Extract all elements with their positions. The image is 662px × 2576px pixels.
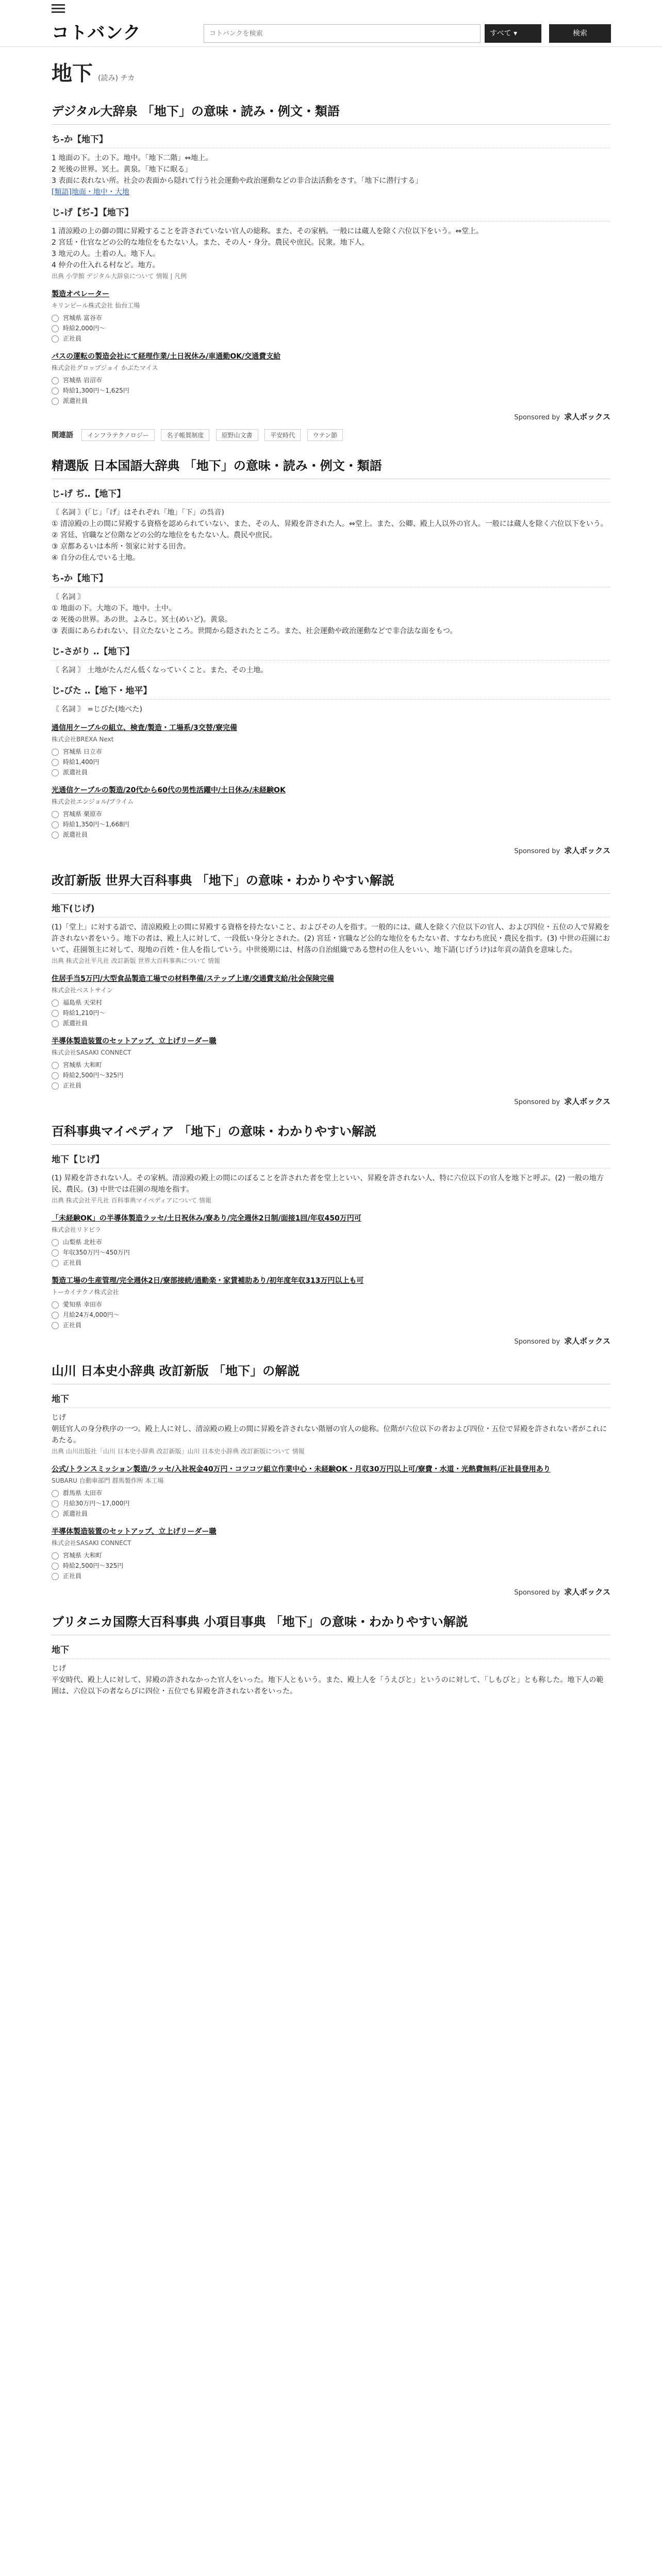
type-icon (52, 1020, 59, 1027)
mypedia-section (52, 1121, 610, 1206)
sponsor-line (52, 1096, 610, 1107)
entry-heading: じ-さがり ‥【地下】 (52, 644, 610, 660)
type-icon (52, 1322, 59, 1329)
job-title[interactable]: 製造オペレーター (52, 290, 109, 298)
job-type: 派遣社員 (63, 831, 88, 838)
pay-icon (52, 1500, 59, 1507)
definition-text: (1) 昇殿を許されない人。その家柄。清涼殿の殿上の間にのぼることを許された者を堂上といい、昇殿を許されない人、特に六位以下の官人を地下と呼ぶ。(2) 一般の地方民、農民。(3) 中世では荘園の現地を指す。 (52, 1174, 604, 1194)
job-location: 宮城県 富谷市 (63, 314, 102, 321)
sponsor-label: Sponsored by (514, 1589, 560, 1597)
definition-line: 3 地元の人。土着の人。地下人。 (52, 250, 160, 258)
job-type: 正社員 (63, 1082, 82, 1089)
job-type: 正社員 (63, 335, 82, 342)
job-ad[interactable] (52, 1464, 610, 1519)
definition-line: 1 清涼殿の上の御の間に昇殿することを許されていない官人の総称。また、その家柄。一般には蔵人を除く六位以下をいう。⇔堂上。 (52, 227, 484, 235)
job-company: 株式会社ベストサイン (52, 987, 113, 994)
location-icon (52, 1490, 59, 1497)
sponsor-label: Sponsored by (514, 848, 560, 855)
location-icon (52, 315, 59, 322)
definition-line: 2 宮廷・仕官などの公的な地位をもたない人。また、その人・身分。農民や庶民。民衆。地下人。 (52, 239, 369, 247)
source-note: 出典 小学館 デジタル大辞泉について 情報 | 凡例 (52, 273, 187, 280)
job-location: 宮城県 岩沼市 (63, 377, 102, 384)
job-location: 福島県 天栄村 (63, 999, 102, 1006)
definition-line: 〘 名詞 〙(「じ」「げ」はそれぞれ「地」「下」の呉音) (52, 509, 224, 517)
section-heading: 山川 日本史小辞典 改訂新版 「地下」の解説 (52, 1361, 610, 1384)
related-label: 関連語 (52, 431, 73, 439)
sponsor-brand[interactable]: 求人ボックス (564, 412, 610, 421)
job-pay: 時給1,300円〜1,625円 (63, 387, 129, 394)
sponsor-label: Sponsored by (514, 1338, 560, 1346)
source-note: 出典 株式会社平凡社 改訂新版 世界大百科事典について 情報 (52, 957, 221, 964)
job-location: 宮城県 大和町 (63, 1552, 102, 1559)
location-icon (52, 811, 59, 818)
entry-heading: 地下 (52, 1642, 610, 1659)
job-company: キリンビール株式会社 仙台工場 (52, 302, 140, 309)
search-button[interactable]: 検索 (549, 24, 611, 43)
job-location: 宮城県 栗原市 (63, 810, 102, 818)
entry-heading: じ-げ【ぢ-】【地下】 (52, 205, 610, 222)
pay-icon (52, 1072, 59, 1079)
entry-heading: ち-か【地下】 (52, 571, 610, 587)
sponsor-brand[interactable]: 求人ボックス (564, 1097, 610, 1106)
job-company: 株式会社グロップジョイ かぶたマイス (52, 364, 158, 371)
job-type: 派遣社員 (63, 397, 88, 404)
job-ad[interactable] (52, 722, 610, 777)
job-title[interactable]: 住居手当5万円/大型食品製造工場での材料準備/ステップ上達/交通費支給/社会保険完備 (52, 975, 334, 983)
section-heading: 改訂新版 世界大百科事典 「地下」の意味・わかりやすい解説 (52, 870, 610, 894)
definition-line: 〘 名詞 〙 (52, 593, 85, 601)
section-heading: デジタル大辞泉 「地下」の意味・読み・例文・類語 (52, 101, 610, 125)
type-icon (52, 1573, 59, 1580)
job-ad[interactable] (52, 1036, 610, 1091)
job-pay: 時給1,400円 (63, 758, 100, 766)
type-icon (52, 398, 59, 405)
entry-heading: じ-げ ぢ‥【地下】 (52, 486, 610, 503)
job-pay: 月給24万4,000円〜 (63, 1311, 120, 1318)
related-words (52, 429, 610, 441)
sponsor-line (52, 1586, 610, 1597)
job-company: 株式会社リドビラ (52, 1226, 102, 1233)
type-icon (52, 832, 59, 839)
location-icon (52, 1062, 59, 1069)
sponsor-brand[interactable]: 求人ボックス (564, 1587, 610, 1597)
pay-icon (52, 387, 59, 395)
location-icon (52, 999, 59, 1007)
job-location: 山梨県 北杜市 (63, 1239, 102, 1246)
entry-heading: 地下【じげ】 (52, 1152, 610, 1168)
related-tag[interactable]: 原野山文書 (216, 429, 258, 441)
job-ad[interactable] (52, 973, 610, 1028)
entry-reading: じげ (52, 1665, 66, 1673)
site-logo[interactable]: コトバンク (52, 23, 141, 43)
section-heading: ブリタニカ国際大百科事典 小項目事典 「地下」の意味・わかりやすい解説 (52, 1612, 610, 1635)
entry-heading: じ-びた ‥【地下・地平】 (52, 683, 610, 700)
pay-icon (52, 1010, 59, 1017)
sekai-section (52, 870, 610, 966)
sponsor-line (52, 845, 610, 856)
source-note: 出典 株式会社平凡社 百科事典マイペディアについて 情報 (52, 1197, 212, 1204)
sponsor-brand[interactable]: 求人ボックス (564, 846, 610, 855)
job-company: 株式会社SASAKI CONNECT (52, 1539, 131, 1547)
location-icon (52, 1552, 59, 1560)
job-location: 宮城県 大和町 (63, 1061, 102, 1069)
search-input[interactable] (204, 25, 480, 42)
job-ad[interactable] (52, 1213, 610, 1268)
related-tag[interactable]: 平安時代 (264, 429, 301, 441)
page-title (52, 57, 610, 87)
type-icon (52, 1082, 59, 1090)
job-type: 正社員 (63, 1259, 82, 1266)
section-heading: 百科事典マイペディア 「地下」の意味・わかりやすい解説 (52, 1121, 610, 1145)
job-location: 群馬県 太田市 (63, 1489, 102, 1497)
job-ad[interactable] (52, 1275, 610, 1330)
job-location: 愛知県 幸田市 (63, 1301, 102, 1308)
entry-reading: じげ (52, 1414, 66, 1422)
britannica-section (52, 1612, 610, 1697)
entry-heading: 地下 (52, 1392, 610, 1408)
menu-icon[interactable] (52, 4, 65, 12)
job-type: 派遣社員 (63, 1510, 88, 1517)
job-company: 株式会社SASAKI CONNECT (52, 1049, 131, 1056)
definition-text: 朝廷官人の身分秩序の一つ。殿上人に対し、清涼殿の殿上の間に昇殿を許されない階層の官人の総称。位階が六位以下の者および四位・五位で昇殿を許されない者がこれにあたる。 (52, 1425, 607, 1445)
nihon-kokugo-section (52, 455, 610, 715)
pay-icon (52, 1312, 59, 1319)
definition-line: 〘 名詞 〙 =じびた(地べた) (52, 705, 143, 714)
job-title[interactable]: パスの運転の製造会社にて経理作業/土日祝休み/車通勤OK/交通費支給 (52, 352, 281, 361)
job-pay: 月給30万円〜17,000円 (63, 1500, 130, 1507)
job-company: トーカイテクノ株式会社 (52, 1289, 119, 1296)
type-icon (52, 335, 59, 343)
job-title[interactable]: 半導体製造装置のセットアップ、立上げリーダー職 (52, 1037, 217, 1045)
type-icon (52, 1260, 59, 1267)
definition-line: 2 死後の世界。冥土。黄泉。「地下に眠る」 (52, 165, 192, 174)
pay-icon (52, 1249, 59, 1257)
search-box (204, 24, 481, 43)
location-icon (52, 1239, 59, 1246)
job-ad[interactable] (52, 1526, 610, 1581)
sponsor-label: Sponsored by (514, 414, 560, 421)
related-tag[interactable]: ウテン節 (307, 429, 343, 441)
definition-line: ① 清涼殿の上の間に昇殿する資格を認められていない、また、その人、昇殿を許された人。⇔堂上。また、公卿、殿上人以外の官人。一般には蔵人を除く六位以下をいう。 (52, 520, 608, 528)
definition-line: ③ 京都あるいは本所・領家に対する田舎。 (52, 543, 190, 551)
pay-icon (52, 1563, 59, 1570)
definition-line: ② 死後の世界。あの世。よみじ。冥土(めいど)。黄泉。 (52, 616, 232, 624)
job-pay: 年収350万円〜450万円 (63, 1249, 130, 1256)
job-pay: 時給1,210円〜 (63, 1009, 106, 1016)
daijisen-section (52, 101, 610, 281)
job-title[interactable]: 光通信ケーブルの製造/20代から60代の男性活躍中/土日休み/未経験OK (52, 786, 286, 794)
synonym-links[interactable]: [類語]地面・地中・大地 (52, 188, 129, 196)
definition-line: 3 表面に表れない所。社会の表面から隠れて行う社会運動や政治運動などの非合法活動をさす。「地下に潜行する」 (52, 177, 423, 185)
job-title[interactable]: 半導体製造装置のセットアップ、立上げリーダー職 (52, 1528, 217, 1536)
job-title[interactable]: 通信用ケーブルの組立、検査/製造・工場系/3交替/寮完備 (52, 724, 237, 732)
source-note: 出典 山川出版社「山川 日本史小辞典 改訂新版」山川 日本史小辞典 改訂新版について 情報 (52, 1448, 305, 1455)
pay-icon (52, 759, 59, 766)
job-type: 派遣社員 (63, 769, 88, 776)
job-pay: 時給2,500円〜325円 (63, 1562, 124, 1569)
job-pay: 時給2,000円〜 (63, 325, 106, 332)
job-pay: 時給2,500円〜325円 (63, 1072, 124, 1079)
related-tag[interactable]: 名子帳賀制度 (161, 429, 209, 441)
job-title[interactable]: 公式/トランスミッション製造/ラッセ/入社祝金40万円・コツコツ組立作業中心・未経験OK・月収30万円以上可/寮費・水道・光熱費無料/正社員登用あり (52, 1465, 551, 1473)
definition-text: 平安時代、殿上人に対して、昇殿の許されなかった官人をいった。地下人ともいう。また、殿上人を「うえびと」というのに対して、「しもびと」とも称した。地下人の範囲は、六位以下の者ならびに四位・五位でも昇殿を許されない者をいった。 (52, 1676, 604, 1696)
job-type: 正社員 (63, 1321, 82, 1329)
definition-line: 4 仲介の仕入れる村など。地方。 (52, 261, 160, 269)
section-heading: 精選版 日本国語大辞典 「地下」の意味・読み・例文・類語 (52, 455, 610, 479)
job-ad[interactable] (52, 289, 610, 344)
sponsor-label: Sponsored by (514, 1098, 560, 1106)
job-title[interactable]: 「未経験OK」の半導体製造ラッセ/土日祝休み/寮あり/完全週休2日制/面接1回/年収450万円可 (52, 1214, 361, 1223)
job-pay: 時給1,350円〜1,668円 (63, 821, 129, 828)
job-title[interactable]: 製造工場の生産管理/完全週休2日/寮部接続/通勤楽・家賃補助あり/初年度年収313万円以上も可 (52, 1277, 364, 1285)
type-icon (52, 769, 59, 776)
definition-line: ③ 表面にあらわれない、目立たないところ。世間から隠されたところ。また、社会運動や政治運動などで非合法な面をもつ。 (52, 627, 457, 635)
location-icon (52, 377, 59, 384)
pay-icon (52, 821, 59, 828)
job-ad[interactable] (52, 351, 610, 406)
word-title: 地下 (52, 62, 93, 86)
definition-line: 〘 名詞 〙 土地がたんだん低くなっていくこと。また、その土地。 (52, 666, 268, 674)
definition-line: ② 宮廷、官職など位階などの公的な地位をもたない人。農民や庶民。 (52, 531, 277, 539)
job-company: 株式会社エンジョル/プライム (52, 798, 134, 805)
definition-line: ① 地面の下。大地の下。地中。土中。 (52, 604, 176, 613)
yamakawa-section (52, 1361, 610, 1456)
job-location: 宮城県 日立市 (63, 748, 102, 755)
location-icon (52, 1301, 59, 1309)
sponsor-line (52, 1335, 610, 1346)
definition-line: ④ 自分の住んでいる土地。 (52, 554, 140, 562)
entry-heading: ち-か【地下】 (52, 132, 610, 148)
location-icon (52, 749, 59, 756)
type-icon (52, 1511, 59, 1518)
entry-heading: 地下(じげ) (52, 901, 610, 918)
category-select[interactable]: すべて ▾ (485, 24, 541, 43)
job-type: 派遣社員 (63, 1020, 88, 1027)
job-type: 正社員 (63, 1572, 82, 1580)
site-header (0, 0, 662, 47)
definition-line: 1 地面の下。土の下。地中。「地下二階」⇔地上。 (52, 154, 213, 162)
sponsor-brand[interactable]: 求人ボックス (564, 1336, 610, 1346)
sponsor-line (52, 411, 610, 422)
word-reading: (読み) チカ (98, 74, 135, 82)
job-ad[interactable] (52, 785, 610, 840)
job-company: SUBARU 自動車部門 群馬製作所 本工場 (52, 1477, 164, 1484)
definition-text: (1)「堂上」に対する語で、清涼殿殿上の間に昇殿する資格を持たないこと、およびその人を指す。一般的には、蔵人を除く六位以下の官人、および四位・五位の人で昇殿を許されない者をいう。地下の者は、殿上人に対して、一段低い身分とされた。(2) 宮廷・官職など公的な地位をもたない者、すなわち庶民・農民を指す。(3) 中世の荘園において、荘園領主に対して、現地の百姓・住人を指していう。中世後期には、村落の自治組織である惣村の住人をいい、地下請(じげうけ)は年貢の請負を意味した。 (52, 923, 610, 954)
related-tag[interactable]: インフラテクノロジー (81, 429, 154, 441)
job-company: 株式会社BREXA Next (52, 736, 114, 743)
pay-icon (52, 325, 59, 332)
